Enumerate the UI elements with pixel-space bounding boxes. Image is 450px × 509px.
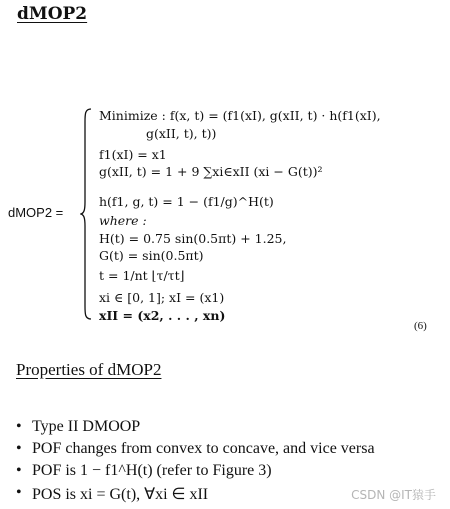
equation-line: xi ∈ [0, 1]; xI = (x1) xyxy=(99,290,225,305)
left-brace xyxy=(80,108,92,320)
equation-line: g(xII, t), t)) xyxy=(146,126,217,141)
equation-label: dMOP2 = xyxy=(8,205,64,220)
bullet-icon: • xyxy=(16,440,22,457)
equation-line: f1(xI) = x1 xyxy=(99,147,167,162)
bullet-icon: • xyxy=(16,418,22,435)
list-item-text: POS is xi = G(t), ∀xi ∈ xII xyxy=(32,486,209,503)
equation-line: where : xyxy=(99,213,147,228)
page-title: dMOP2 xyxy=(17,4,88,24)
equation-line: Minimize : f(x, t) = (f1(xI), g(xII, t) · h(f1(xI), xyxy=(99,108,381,123)
section-heading: Properties of dMOP2 xyxy=(16,360,162,379)
equation-line: H(t) = 0.75 sin(0.5πt) + 1.25, xyxy=(99,231,287,246)
equation-line: t = 1/nt ⌊τ/τt⌋ xyxy=(99,268,185,283)
equation-line: G(t) = sin(0.5πt) xyxy=(99,248,204,263)
equation-line: xII = (x2, . . . , xn) xyxy=(99,308,226,323)
bullet-icon: • xyxy=(16,484,22,501)
list-item-text: POF changes from convex to concave, and vice versa xyxy=(32,440,375,457)
list-item-text: Type II DMOOP xyxy=(32,418,141,435)
watermark: CSDN @IT猿手 xyxy=(351,488,436,502)
equation-line: h(f1, g, t) = 1 − (f1/g)^H(t) xyxy=(99,194,274,209)
bullet-icon: • xyxy=(16,462,22,479)
equation-line: g(xII, t) = 1 + 9 ∑xi∈xII (xi − G(t))² xyxy=(99,164,323,179)
list-item-text: POF is 1 − f1^H(t) (refer to Figure 3) xyxy=(32,462,272,479)
equation-number: (6) xyxy=(414,320,427,332)
